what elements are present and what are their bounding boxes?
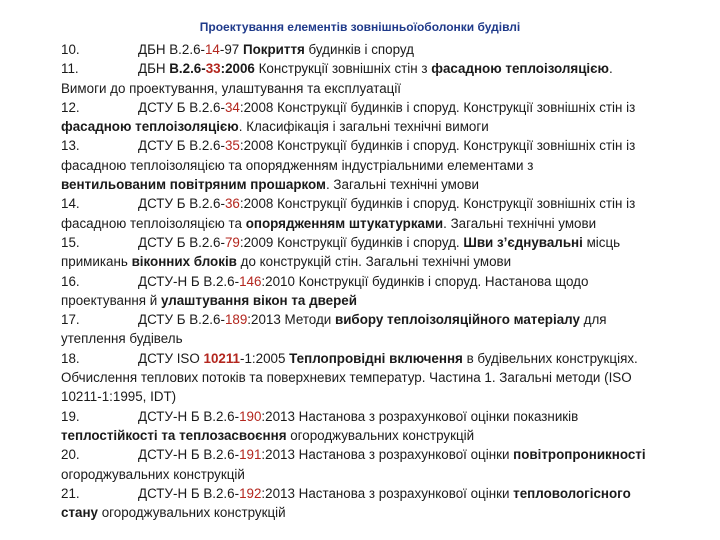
list-item-10: 10. ДБН В.2.6-14-97 Покриття будинків і споруд xyxy=(61,40,683,59)
list-item-21: 21. ДСТУ-Н Б В.2.6-192:2013 Настанова з розрахункової оцінки тепловологісного стану огороджувальних конструкцій xyxy=(61,485,631,521)
item-number: 10. xyxy=(61,42,80,57)
item-number: 15. xyxy=(61,234,80,250)
item-number: 14. xyxy=(61,196,80,212)
list-item-18: 18. ДСТУ ISO 10211-1:2005 Теплопровідні включення в будівельних конструкціях. Обчислення теплових потоків та поверхневих температур. Частина 1. Загальні методи (ISO 10211-1:1995, IDT) xyxy=(61,350,638,405)
list-item-11: 11. ДБН В.2.6-33:2006 Конструкції зовнішніх стін з фасадною теплоізоляцією. Вимоги до проектування, улаштування та експлуатації xyxy=(61,61,613,96)
item-number: 12. xyxy=(61,99,80,115)
list-item-19: 19. ДСТУ-Н Б В.2.6-190:2013 Настанова з розрахункової оцінки показників теплостійкості та теплозасвоєння огороджувальних конструкцій xyxy=(61,408,579,443)
list-item-13: 13. ДСТУ Б В.2.6-35:2008 Конструкції будинків і споруд. Конструкції зовнішніх стін із фасадною теплоізоляцією та опорядженням індустріальними елементами з вентильованим повітряним прошарком. Загальні технічні умови xyxy=(61,138,636,193)
list-item-17: 17. ДСТУ Б В.2.6-189:2013 Методи вибору теплоізоляційного матеріалу для утеплення будівель xyxy=(61,312,607,347)
item-number: 13. xyxy=(61,138,80,154)
page-title: Проектування елементів зовнішньоїоболонки будівлі xyxy=(199,20,521,34)
item-number: 11. xyxy=(61,61,79,77)
item-number: 16. xyxy=(61,273,80,289)
item-number: 17. xyxy=(61,312,80,328)
document-body xyxy=(61,40,683,522)
list-item-14: 14. ДСТУ Б В.2.6-36:2008 Конструкції будинків і споруд. Конструкції зовнішніх стін із фасадною теплоізоляцією та опорядженням штукатурками. Загальні технічні умови xyxy=(61,196,636,231)
list-item-20: 20. ДСТУ-Н Б В.2.6-191:2013 Настанова з розрахункової оцінки повітропроникності огороджувальних конструкцій xyxy=(61,447,646,482)
list-item-12: 12. ДСТУ Б В.2.6-34:2008 Конструкції будинків і споруд. Конструкції зовнішніх стін із фасадною теплоізоляцією. Класифікація і загальні технічні вимоги xyxy=(61,99,636,135)
list-item-15: 15. ДСТУ Б В.2.6-79:2009 Конструкції будинків і споруд. Шви з’єднувальні місць примикань віконних блоків до конструкцій стін. Загальні технічні умови xyxy=(61,234,621,270)
item-number: 19. xyxy=(61,408,80,424)
item-number: 21. xyxy=(61,485,80,501)
item-number: 18. xyxy=(61,350,80,366)
item-number: 20. xyxy=(61,447,80,463)
list-item-16: 16. ДСТУ-Н Б В.2.6-146:2010 Конструкції будинків і споруд. Настанова щодо проектування й улаштування вікон та дверей xyxy=(61,273,589,308)
